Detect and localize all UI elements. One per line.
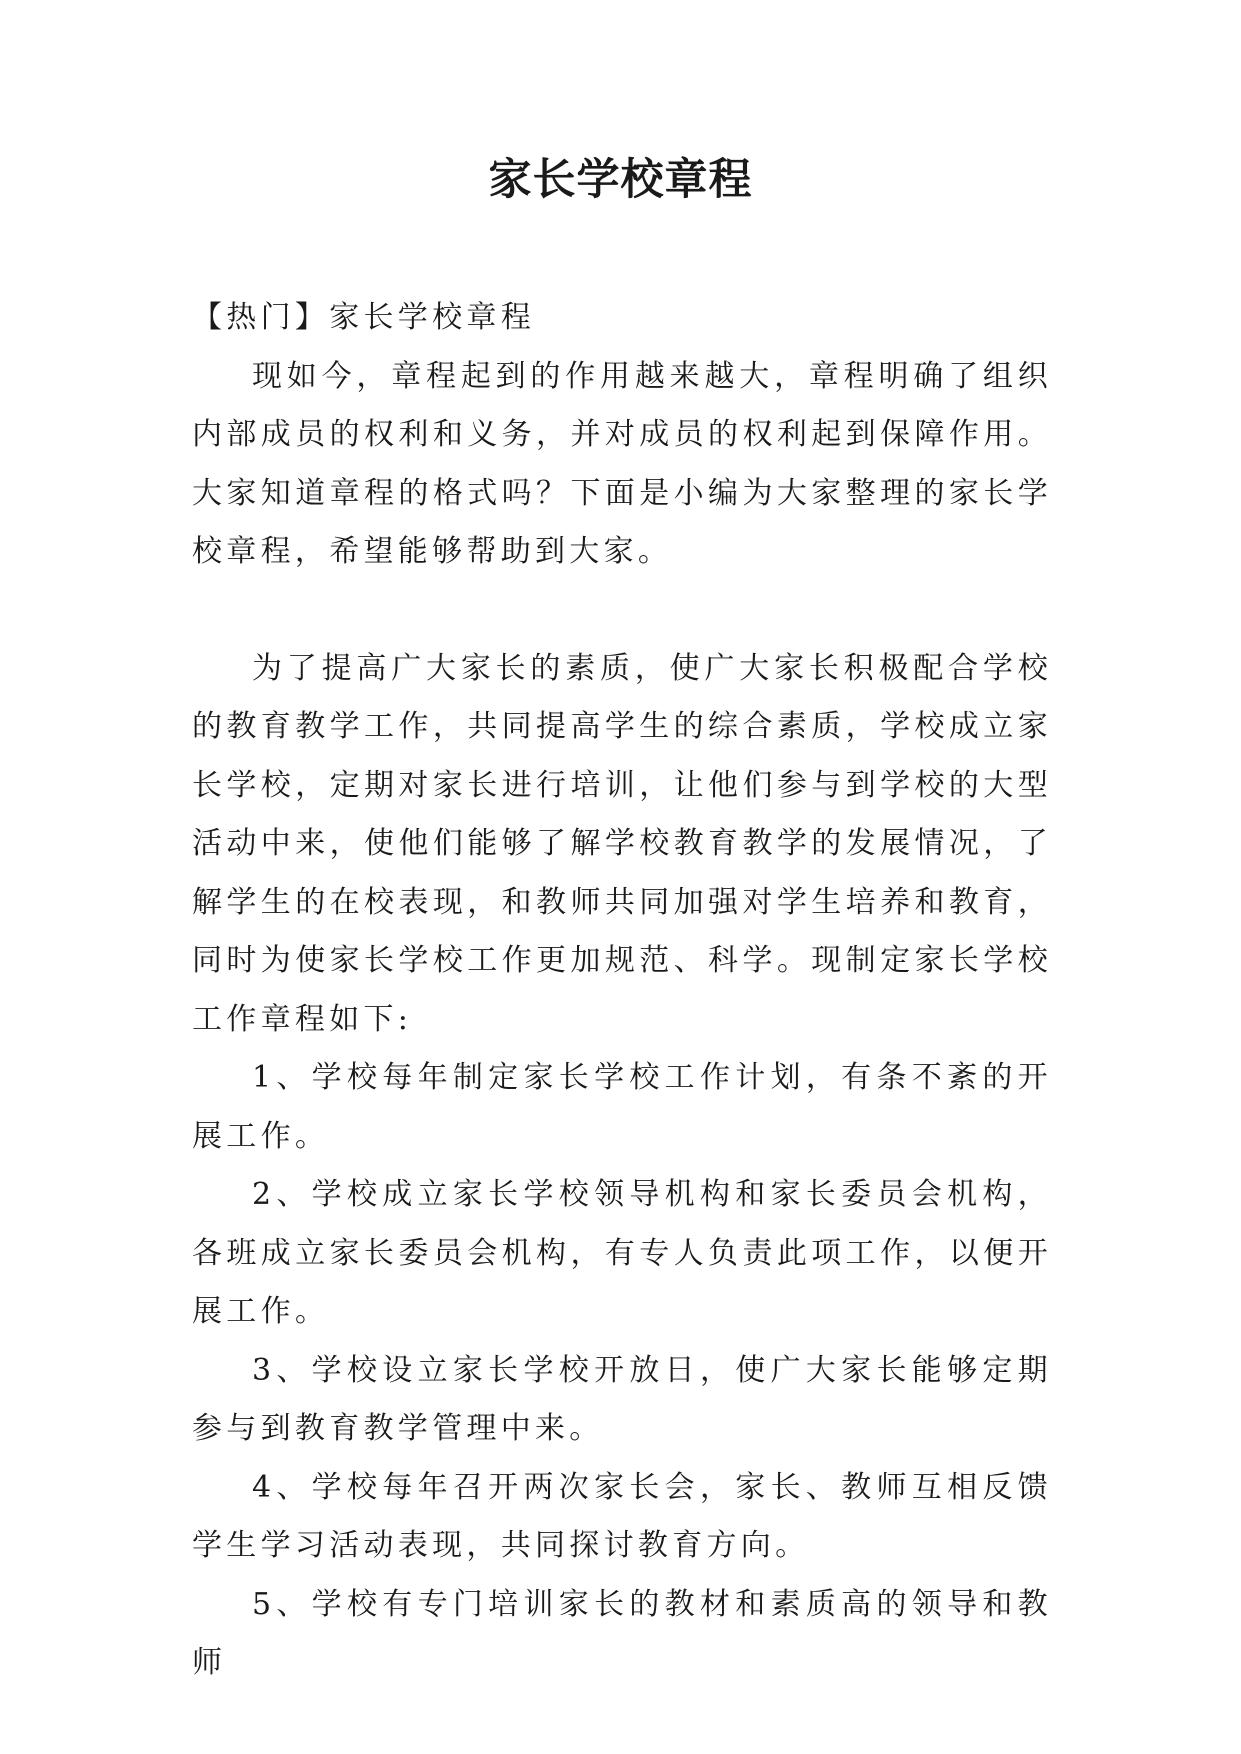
document-title: 家长学校章程	[488, 155, 753, 205]
paragraph-spacer	[192, 582, 1052, 640]
document-body	[192, 289, 1052, 1693]
article-item: 3、学校设立家长学校开放日，使广大家长能够定期参与到教育教学管理中来。	[192, 1352, 1052, 1446]
intro-paragraph: 现如今，章程起到的作用越来越大，章程明确了组织内部成员的权利和义务，并对成员的权利起到保障作用。大家知道章程的格式吗？下面是小编为大家整理的家长学校章程，希望能够帮助到大家。	[192, 358, 1052, 569]
preamble-paragraph: 为了提高广大家长的素质，使广大家长积极配合学校的教育教学工作，共同提高学生的综合素质，学校成立家长学校，定期对家长进行培训，让他们参与到学校的大型活动中来，使他们能够了解学校教育教学的发展情况，了解学生的在校表现，和教师共同加强对学生培养和教育，同时为使家长学校工作更加规范、科学。现制定家长学校工作章程如下:	[192, 650, 1052, 1037]
article-item: 1、学校每年制定家长学校工作计划，有条不紊的开展工作。	[192, 1060, 1052, 1154]
article-item: 4、学校每年召开两次家长会，家长、教师互相反馈学生学习活动表现，共同探讨教育方向。	[192, 1469, 1052, 1563]
article-item: 5、学校有专门培训家长的教材和素质高的领导和教师	[192, 1586, 1052, 1680]
article-item: 2、学校成立家长学校领导机构和家长委员会机构，各班成立家长委员会机构，有专人负责此项工作，以便开展工作。	[192, 1177, 1052, 1329]
document-subtitle: 【热门】家长学校章程	[192, 300, 535, 335]
